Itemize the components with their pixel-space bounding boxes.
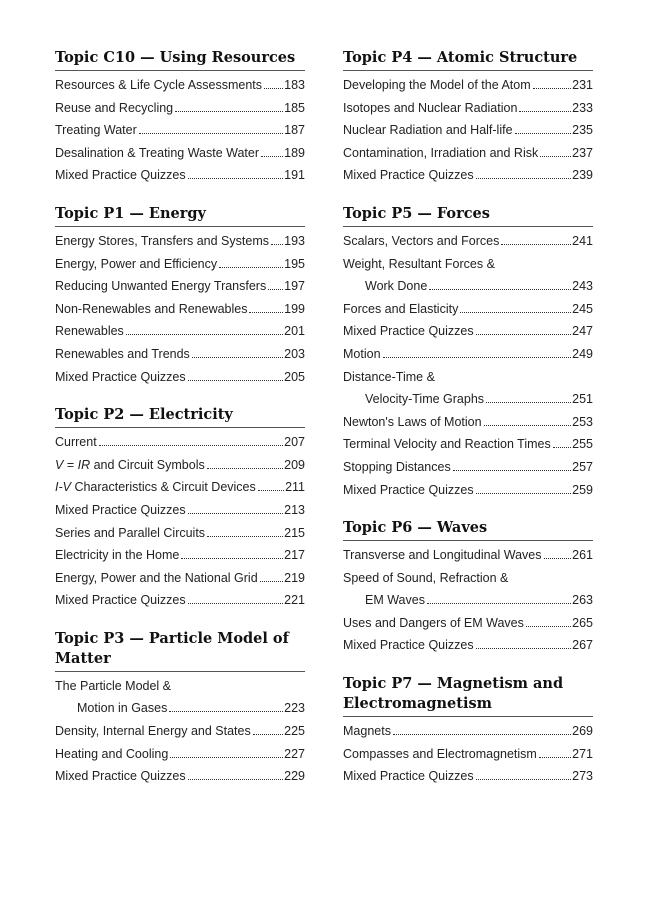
toc-page-number: 229 [284,769,305,784]
topic-heading: Topic P7 — Magnetism and Electromagnetism [343,674,593,717]
toc-entry-title: Current [55,435,97,450]
contents-column-left [55,48,305,805]
dot-leader [553,447,571,448]
toc-entry [55,720,305,743]
topic-heading: Topic P5 — Forces [343,204,593,227]
dot-leader [540,156,571,157]
toc-entry-title: Transverse and Longitudinal Waves [343,548,542,563]
toc-page-number: 267 [572,638,593,653]
toc-entry-title: Mixed Practice Quizzes [55,769,186,784]
toc-entry [343,74,593,97]
toc-entry-title: Non-Renewables and Renewables [55,301,248,316]
dot-leader [258,490,284,491]
dot-leader [544,558,572,559]
dot-leader [271,244,283,245]
toc-page-number: 249 [572,346,593,361]
toc-page-number: 219 [284,570,305,585]
toc-entry [55,142,305,165]
toc-entry-title: Mixed Practice Quizzes [343,324,474,339]
toc-entry-title: Desalination & Treating Waste Water [55,145,260,160]
toc-entry-title: Uses and Dangers of EM Waves [343,615,524,630]
toc-entry [55,522,305,545]
topic-entry-list [55,230,305,388]
toc-page-number: 253 [572,414,593,429]
dot-leader [139,133,283,134]
toc-page-number: 223 [284,701,305,716]
toc-page-number: 231 [572,78,593,92]
toc-entry [343,765,593,788]
dot-leader [515,133,572,134]
dot-leader [476,648,572,649]
dot-leader [188,178,284,179]
toc-entry [343,343,593,366]
topic-section [343,674,593,788]
dot-leader [169,711,283,712]
dot-leader [383,357,572,358]
topic-entry-list [55,675,305,788]
dot-leader [476,178,572,179]
toc-entry [55,74,305,97]
toc-entry-title: Renewables [55,324,124,339]
toc-entry-title: Contamination, Irradiation and Risk [343,145,539,160]
dot-leader [460,312,571,313]
toc-page-number: 195 [284,256,305,271]
toc-entry-title: Series and Parallel Circuits [55,525,206,540]
dot-leader [526,626,571,627]
toc-page-number: 265 [572,615,593,630]
toc-page-number: 183 [284,78,305,92]
dot-leader [476,334,572,335]
toc-entry-title: Stopping Distances [343,459,451,474]
toc-entry [55,230,305,253]
dot-leader [501,244,571,245]
toc-entry-title: Treating Water [55,123,137,138]
dot-leader [181,558,283,559]
toc-entry-title: Electricity in the Home [55,548,180,563]
toc-entry [55,476,305,499]
toc-page-number: 237 [572,145,593,160]
toc-entry-title: Work Done [365,279,428,294]
toc-entry-title: Energy, Power and the National Grid [55,570,258,585]
toc-entry-title: Forces and Elasticity [343,301,459,316]
topic-heading: Topic P3 — Particle Model of Matter [55,629,305,672]
toc-entry [55,675,305,698]
dot-leader [539,757,571,758]
toc-entry [343,411,593,434]
toc-page-number: 255 [572,437,593,452]
dot-leader [249,312,283,313]
dot-leader [188,513,284,514]
toc-entry [343,589,593,612]
toc-entry [55,119,305,142]
dot-leader [486,402,571,403]
toc-page-number: 257 [572,459,593,474]
toc-entry [343,119,593,142]
toc-entry [343,456,593,479]
toc-page-number: 241 [572,233,593,248]
dot-leader [264,88,283,89]
dot-leader [207,536,283,537]
dot-leader [219,267,283,268]
topic-heading: Topic P2 — Electricity [55,405,305,428]
toc-entry [55,743,305,766]
toc-entry-title: Weight, Resultant Forces & [343,256,495,271]
dot-leader [268,289,283,290]
dot-leader [99,445,283,446]
topic-heading: Topic P4 — Atomic Structure [343,48,593,71]
toc-entry-title: The Particle Model & [55,678,172,693]
toc-entry [55,298,305,321]
toc-entry-title: Compasses and Electromagnetism [343,746,537,761]
toc-entry-title: Scalars, Vectors and Forces [343,233,500,248]
toc-page-number: 243 [572,279,593,294]
toc-page-number: 207 [284,435,305,450]
topic-entry-list [343,230,593,501]
toc-page-number: 201 [284,324,305,339]
toc-entry-title: Nuclear Radiation and Half-life [343,123,513,138]
topic-heading: Topic C10 — Using Resources [55,48,305,71]
topic-entry-list [343,544,593,657]
dot-leader [253,734,283,735]
dot-leader [427,603,571,604]
topic-section [55,48,305,187]
toc-entry [55,567,305,590]
toc-page-number: 233 [572,100,593,115]
dot-leader [188,779,284,780]
toc-entry [343,320,593,343]
toc-page-number: 263 [572,593,593,608]
topic-section [55,204,305,388]
toc-page-number: 261 [572,548,593,563]
toc-page-number: 197 [284,279,305,294]
toc-entry-title: Heating and Cooling [55,746,169,761]
toc-entry [343,544,593,567]
toc-page-number: 245 [572,301,593,316]
dot-leader [261,156,283,157]
dot-leader [188,603,284,604]
toc-page-number: 209 [284,457,305,472]
toc-entry-title: Magnets [343,724,391,739]
topic-heading: Topic P1 — Energy [55,204,305,227]
toc-page-number: 221 [284,593,305,608]
topic-entry-list [343,74,593,187]
toc-entry [55,499,305,522]
toc-entry-title: Velocity-Time Graphs [365,392,485,407]
toc-page-number: 217 [284,548,305,563]
toc-entry-title: Energy Stores, Transfers and Systems [55,233,269,248]
toc-entry [55,275,305,298]
toc-entry [343,230,593,253]
dot-leader [170,757,283,758]
toc-page-number: 205 [284,369,305,384]
toc-entry-title: Motion in Gases [77,701,168,716]
dot-leader [192,357,283,358]
toc-entry [55,765,305,788]
toc-entry [55,454,305,477]
toc-entry [343,97,593,120]
dot-leader [175,111,283,112]
toc-entry [55,431,305,454]
toc-entry [343,142,593,165]
toc-entry-title: Mixed Practice Quizzes [343,168,474,183]
dot-leader [476,493,572,494]
toc-entry-title: Mixed Practice Quizzes [343,482,474,497]
toc-page-number: 187 [284,123,305,138]
topic-entry-list [55,431,305,612]
topic-section [343,518,593,657]
toc-entry-title: Developing the Model of the Atom [343,78,531,92]
toc-entry-title: Reuse and Recycling [55,100,174,115]
dot-leader [484,425,572,426]
toc-entry [55,544,305,567]
topic-section [55,629,305,788]
toc-entry-title: V = IR and Circuit Symbols [55,457,205,472]
toc-entry-title: Mixed Practice Quizzes [343,638,474,653]
toc-entry [343,164,593,187]
toc-entry [343,253,593,276]
toc-entry [55,253,305,276]
toc-entry [343,567,593,590]
topic-section [55,405,305,612]
dot-leader [188,380,284,381]
topic-section [343,48,593,187]
toc-entry-title: Reducing Unwanted Energy Transfers [55,279,267,294]
toc-entry [343,433,593,456]
toc-entry-title: Energy, Power and Efficiency [55,256,218,271]
dot-leader [429,289,571,290]
dot-leader [207,468,283,469]
toc-entry [55,164,305,187]
toc-page-number: 225 [284,724,305,739]
toc-entry [343,388,593,411]
toc-page-number: 235 [572,123,593,138]
toc-entry-title: Mixed Practice Quizzes [55,168,186,183]
toc-entry-title: Distance-Time & [343,369,435,384]
toc-page-number: 203 [284,346,305,361]
toc-entry-title: Mixed Practice Quizzes [343,769,474,784]
dot-leader [126,334,283,335]
toc-page-number: 199 [284,301,305,316]
dot-leader [393,734,571,735]
toc-entry [343,743,593,766]
toc-entry-title: Resources & Life Cycle Assessments [55,78,263,92]
toc-page-number: 239 [572,168,593,183]
toc-entry [343,634,593,657]
toc-page-number: 271 [572,746,593,761]
dot-leader [260,581,283,582]
toc-entry [55,366,305,389]
toc-page-number: 259 [572,482,593,497]
toc-page-number: 213 [284,502,305,517]
toc-entry [343,275,593,298]
toc-entry [343,366,593,389]
toc-entry-title: Motion [343,346,381,361]
topic-heading: Topic P6 — Waves [343,518,593,541]
toc-entry [55,589,305,612]
toc-entry-title: Terminal Velocity and Reaction Times [343,437,551,452]
dot-leader [533,88,572,89]
toc-entry [343,298,593,321]
dot-leader [476,779,572,780]
toc-entry [343,720,593,743]
topic-entry-list [55,74,305,187]
toc-page-number: 215 [284,525,305,540]
toc-page-number: 251 [572,392,593,407]
toc-entry-title: EM Waves [365,593,425,608]
toc-page-number: 185 [284,100,305,115]
toc-page-number: 273 [572,769,593,784]
toc-entry-title: Mixed Practice Quizzes [55,369,186,384]
toc-page-number: 269 [572,724,593,739]
toc-page-number: 189 [284,145,305,160]
toc-entry-title: Isotopes and Nuclear Radiation [343,100,518,115]
dot-leader [453,470,571,471]
toc-entry-title: Renewables and Trends [55,346,190,361]
toc-page-number: 211 [285,480,305,495]
toc-entry [55,320,305,343]
toc-entry-title: Speed of Sound, Refraction & [343,570,509,585]
toc-entry [55,97,305,120]
dot-leader [519,111,571,112]
toc-entry-title: Mixed Practice Quizzes [55,502,186,517]
toc-entry [55,697,305,720]
topic-section [343,204,593,501]
toc-page-number: 227 [284,746,305,761]
toc-entry-title: Newton's Laws of Motion [343,414,482,429]
contents-column-right [343,48,593,805]
toc-entry [343,479,593,502]
toc-entry-title: Density, Internal Energy and States [55,724,251,739]
toc-entry-title: I-V Characteristics & Circuit Devices [55,480,256,495]
toc-entry-title: Mixed Practice Quizzes [55,593,186,608]
toc-entry [343,612,593,635]
topic-entry-list [343,720,593,788]
toc-page-number: 191 [284,168,305,183]
toc-page-number: 193 [284,233,305,248]
toc-entry [55,343,305,366]
toc-page-number: 247 [572,324,593,339]
